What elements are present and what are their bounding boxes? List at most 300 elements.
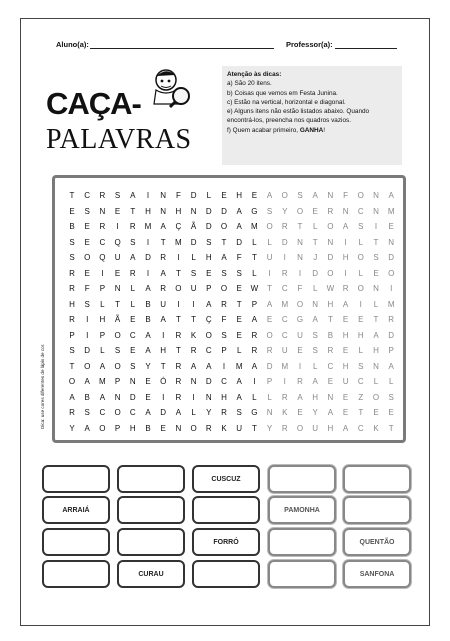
grid-letter[interactable]: T (267, 284, 273, 293)
grid-letter[interactable]: T (236, 299, 242, 309)
grid-letter[interactable]: T (373, 237, 379, 247)
grid-letter[interactable]: T (175, 268, 181, 278)
grid-letter[interactable]: Ã (190, 222, 197, 231)
grid-letter[interactable]: Y (312, 408, 318, 417)
grid-letter[interactable]: B (145, 423, 151, 433)
grid-letter[interactable]: Ó (160, 377, 167, 386)
grid-letter[interactable]: S (358, 361, 364, 371)
grid-letter[interactable]: M (387, 206, 395, 216)
grid-letter[interactable]: L (252, 268, 257, 278)
grid-letter[interactable]: E (327, 377, 334, 386)
grid-letter[interactable]: L (100, 346, 105, 355)
grid-letter[interactable]: N (266, 408, 273, 417)
grid-letter[interactable]: D (312, 268, 319, 278)
grid-letter[interactable]: R (251, 346, 258, 355)
grid-letter[interactable]: Y (266, 423, 273, 433)
grid-letter[interactable]: U (342, 377, 349, 386)
grid-letter[interactable]: R (221, 408, 227, 417)
grid-letter[interactable]: A (130, 191, 136, 200)
grid-letter[interactable]: O (114, 408, 121, 417)
grid-letter[interactable]: N (114, 284, 121, 293)
grid-letter[interactable]: L (100, 299, 105, 309)
grid-letter[interactable]: S (190, 268, 197, 278)
grid-letter[interactable]: C (357, 206, 364, 216)
grid-letter[interactable]: E (358, 315, 364, 324)
grid-letter[interactable]: R (190, 346, 197, 355)
grid-letter[interactable]: A (342, 423, 349, 433)
grid-letter[interactable]: R (69, 284, 75, 293)
grid-letter[interactable]: A (236, 222, 242, 231)
grid-letter[interactable]: I (86, 315, 89, 324)
grid-letter[interactable]: A (373, 330, 379, 340)
grid-letter[interactable]: F (343, 191, 349, 200)
grid-letter[interactable]: Y (145, 361, 151, 371)
grid-letter[interactable]: O (357, 191, 364, 200)
grid-letter[interactable]: H (175, 206, 182, 216)
grid-letter[interactable]: C (99, 237, 106, 247)
grid-letter[interactable]: D (281, 237, 288, 247)
grid-letter[interactable]: O (84, 253, 91, 262)
grid-letter[interactable]: R (266, 346, 273, 355)
grid-letter[interactable]: A (69, 392, 75, 402)
grid-letter[interactable]: G (296, 315, 304, 324)
grid-letter[interactable]: F (84, 284, 90, 293)
grid-letter[interactable]: M (99, 377, 106, 386)
answer-box[interactable] (42, 496, 110, 524)
grid-letter[interactable]: E (342, 392, 349, 402)
answer-box[interactable] (42, 528, 110, 556)
grid-letter[interactable]: H (342, 253, 349, 262)
grid-letter[interactable]: I (222, 361, 226, 371)
grid-letter[interactable]: R (160, 284, 167, 293)
grid-letter[interactable]: C (357, 377, 364, 386)
grid-letter[interactable]: T (358, 408, 364, 417)
grid-letter[interactable]: E (130, 315, 136, 324)
grid-letter[interactable]: A (388, 361, 394, 371)
grid-letter[interactable]: D (129, 392, 136, 402)
answer-box[interactable] (117, 560, 185, 588)
grid-letter[interactable]: E (160, 423, 166, 433)
grid-letter[interactable]: S (69, 346, 75, 355)
grid-letter[interactable]: S (114, 191, 121, 200)
grid-letter[interactable]: H (69, 299, 75, 309)
grid-letter[interactable]: E (145, 377, 151, 386)
grid-letter[interactable]: O (296, 299, 304, 309)
answer-box[interactable] (268, 528, 336, 556)
grid-letter[interactable]: I (344, 237, 347, 247)
grid-letter[interactable]: L (206, 191, 212, 200)
grid-letter[interactable]: T (175, 346, 181, 355)
grid-letter[interactable]: A (145, 284, 151, 293)
grid-letter[interactable]: H (236, 191, 243, 200)
grid-letter[interactable]: L (191, 408, 196, 417)
grid-letter[interactable]: F (221, 315, 227, 324)
grid-letter[interactable]: O (175, 284, 182, 293)
grid-letter[interactable]: I (146, 268, 150, 278)
grid-letter[interactable]: B (145, 299, 151, 309)
grid-letter[interactable]: S (312, 346, 318, 355)
grid-letter[interactable]: I (146, 237, 150, 247)
grid-letter[interactable]: N (312, 299, 319, 309)
grid-letter[interactable]: D (205, 377, 212, 386)
grid-letter[interactable]: Ç (205, 315, 212, 324)
grid-letter[interactable]: T (191, 315, 197, 324)
grid-letter[interactable]: W (326, 284, 335, 293)
grid-letter[interactable]: N (190, 377, 197, 386)
grid-letter[interactable]: A (84, 423, 90, 433)
grid-letter[interactable]: P (221, 346, 227, 355)
grid-letter[interactable]: S (221, 330, 227, 340)
grid-letter[interactable]: E (342, 346, 349, 355)
grid-letter[interactable]: E (145, 392, 151, 402)
grid-letter[interactable]: T (388, 423, 394, 433)
grid-letter[interactable]: A (145, 330, 151, 340)
grid-letter[interactable]: A (236, 206, 242, 216)
grid-letter[interactable]: O (266, 330, 273, 340)
grid-letter[interactable]: B (327, 330, 334, 340)
grid-letter[interactable]: T (130, 206, 136, 216)
grid-letter[interactable]: A (342, 299, 349, 309)
grid-letter[interactable]: E (373, 268, 379, 278)
grid-letter[interactable]: E (266, 315, 273, 324)
grid-letter[interactable]: T (373, 315, 379, 324)
grid-letter[interactable]: P (206, 284, 212, 293)
grid-letter[interactable]: I (162, 330, 165, 340)
grid-letter[interactable]: S (69, 253, 75, 262)
grid-letter[interactable]: O (114, 330, 121, 340)
grid-letter[interactable]: B (84, 392, 90, 402)
grid-letter[interactable]: R (129, 268, 136, 278)
grid-letter[interactable]: N (342, 206, 349, 216)
grid-letter[interactable]: I (268, 268, 271, 278)
grid-letter[interactable]: I (146, 191, 150, 200)
grid-letter[interactable]: A (251, 361, 258, 371)
grid-letter[interactable]: N (373, 284, 379, 293)
grid-letter[interactable]: T (69, 191, 75, 200)
grid-letter[interactable]: H (205, 253, 212, 262)
grid-letter[interactable]: D (205, 222, 212, 231)
grid-letter[interactable]: L (358, 237, 364, 247)
grid-letter[interactable]: E (206, 268, 212, 278)
grid-letter[interactable]: A (221, 253, 227, 262)
grid-letter[interactable]: R (251, 330, 258, 340)
grid-letter[interactable]: N (373, 206, 379, 216)
grid-letter[interactable]: L (358, 268, 364, 278)
grid-letter[interactable]: A (388, 191, 394, 200)
grid-letter[interactable]: I (298, 361, 302, 371)
grid-letter[interactable]: R (175, 330, 182, 340)
answer-box[interactable] (343, 496, 411, 524)
grid-letter[interactable]: K (282, 408, 288, 417)
grid-letter[interactable]: R (281, 268, 288, 278)
grid-letter[interactable]: C (129, 330, 136, 340)
grid-letter[interactable]: N (297, 237, 303, 247)
grid-letter[interactable]: H (342, 361, 349, 371)
grid-letter[interactable]: T (327, 315, 333, 324)
grid-letter[interactable]: A (297, 392, 303, 402)
grid-letter[interactable]: N (373, 191, 379, 200)
grid-letter[interactable]: S (297, 191, 303, 200)
grid-letter[interactable]: A (160, 315, 166, 324)
grid-letter[interactable]: B (145, 315, 151, 324)
grid-letter[interactable]: R (175, 361, 182, 371)
grid-letter[interactable]: T (251, 423, 257, 433)
grid-letter[interactable]: M (144, 222, 152, 231)
grid-letter[interactable]: P (99, 330, 106, 340)
grid-letter[interactable]: O (220, 222, 228, 231)
grid-letter[interactable]: R (175, 377, 182, 386)
grid-letter[interactable]: N (99, 206, 106, 216)
grid-letter[interactable]: K (373, 423, 379, 433)
grid-letter[interactable]: E (297, 346, 303, 355)
grid-letter[interactable]: L (236, 346, 242, 355)
grid-letter[interactable]: I (298, 268, 302, 278)
grid-letter[interactable]: H (129, 423, 136, 433)
grid-letter[interactable]: S (358, 222, 364, 231)
grid-letter[interactable]: P (69, 330, 75, 340)
grid-letter[interactable]: O (84, 361, 91, 371)
grid-letter[interactable]: E (297, 408, 303, 417)
grid-letter[interactable]: R (342, 284, 349, 293)
grid-letter[interactable]: A (206, 361, 212, 371)
grid-letter[interactable]: S (221, 268, 227, 278)
grid-letter[interactable]: S (373, 253, 379, 262)
grid-letter[interactable]: B (69, 222, 75, 231)
grid-letter[interactable]: E (84, 268, 90, 278)
grid-letter[interactable]: C (84, 191, 91, 200)
grid-letter[interactable]: I (283, 253, 286, 262)
answer-box[interactable] (343, 528, 411, 556)
grid-letter[interactable]: A (99, 392, 106, 402)
grid-letter[interactable]: E (236, 284, 242, 293)
grid-letter[interactable]: T (175, 315, 181, 324)
grid-letter[interactable]: P (251, 299, 258, 309)
grid-letter[interactable]: R (99, 222, 106, 231)
grid-letter[interactable]: N (160, 206, 167, 216)
grid-letter[interactable]: Z (358, 392, 364, 402)
grid-letter[interactable]: C (129, 408, 136, 417)
grid-letter[interactable]: M (281, 361, 289, 371)
grid-letter[interactable]: D (84, 346, 91, 355)
answer-box[interactable] (117, 496, 185, 524)
grid-letter[interactable]: E (84, 222, 90, 231)
teacher-name-field[interactable] (335, 48, 397, 49)
grid-letter[interactable]: S (84, 206, 90, 216)
grid-letter[interactable]: H (312, 392, 319, 402)
grid-letter[interactable]: A (190, 361, 197, 371)
student-name-field[interactable] (90, 48, 274, 49)
grid-letter[interactable]: Ã (114, 315, 121, 324)
grid-letter[interactable]: I (162, 392, 165, 402)
grid-letter[interactable]: A (312, 377, 318, 386)
grid-letter[interactable]: S (84, 408, 90, 417)
grid-letter[interactable]: R (221, 299, 227, 309)
grid-letter[interactable]: O (327, 222, 334, 231)
grid-letter[interactable]: I (374, 222, 378, 231)
grid-letter[interactable]: U (266, 253, 273, 262)
grid-letter[interactable]: H (160, 346, 167, 355)
grid-letter[interactable]: O (205, 330, 212, 340)
grid-letter[interactable]: I (192, 299, 195, 309)
grid-letter[interactable]: R (205, 423, 212, 433)
grid-letter[interactable]: L (267, 237, 272, 247)
grid-letter[interactable]: O (357, 253, 364, 262)
grid-letter[interactable]: S (206, 237, 212, 247)
grid-letter[interactable]: N (160, 191, 167, 200)
grid-letter[interactable]: C (205, 346, 212, 355)
grid-letter[interactable]: A (236, 392, 242, 402)
answer-box[interactable] (117, 465, 185, 493)
grid-letter[interactable]: I (390, 284, 393, 293)
grid-letter[interactable]: L (312, 222, 318, 231)
grid-letter[interactable]: A (160, 268, 166, 278)
grid-letter[interactable]: A (175, 408, 182, 417)
grid-letter[interactable]: U (190, 284, 197, 293)
grid-letter[interactable]: F (236, 253, 242, 262)
grid-letter[interactable]: N (297, 253, 303, 262)
grid-letter[interactable]: L (130, 299, 136, 309)
grid-letter[interactable]: P (266, 377, 273, 386)
grid-letter[interactable]: T (69, 361, 75, 371)
grid-letter[interactable]: R (69, 268, 75, 278)
grid-letter[interactable]: F (175, 191, 181, 200)
grid-letter[interactable]: I (86, 330, 89, 340)
grid-letter[interactable]: U (236, 423, 243, 433)
answer-box[interactable] (192, 496, 260, 524)
grid-letter[interactable]: G (251, 206, 258, 216)
grid-letter[interactable]: H (342, 330, 349, 340)
grid-letter[interactable]: H (221, 392, 227, 402)
grid-letter[interactable]: D (190, 191, 197, 200)
grid-letter[interactable]: D (327, 253, 334, 262)
grid-letter[interactable]: S (312, 330, 318, 340)
grid-letter[interactable]: E (114, 268, 121, 278)
grid-letter[interactable]: Q (99, 253, 106, 262)
grid-letter[interactable]: C (281, 330, 288, 340)
grid-letter[interactable]: R (281, 222, 288, 231)
grid-letter[interactable]: A (266, 299, 273, 309)
grid-letter[interactable]: T (221, 237, 227, 247)
grid-letter[interactable]: K (221, 423, 227, 433)
grid-letter[interactable]: L (358, 346, 364, 355)
grid-letter[interactable]: R (69, 408, 75, 417)
grid-letter[interactable]: T (251, 253, 257, 262)
grid-letter[interactable]: A (130, 253, 136, 262)
grid-letter[interactable]: E (342, 408, 349, 417)
grid-letter[interactable]: W (250, 284, 259, 293)
grid-letter[interactable]: I (116, 222, 119, 231)
grid-letter[interactable]: T (160, 237, 166, 247)
grid-letter[interactable]: T (312, 237, 318, 247)
grid-letter[interactable]: E (221, 191, 227, 200)
grid-letter[interactable]: Ç (175, 222, 182, 231)
grid-letter[interactable]: G (251, 408, 258, 417)
grid-letter[interactable]: N (327, 237, 334, 247)
grid-letter[interactable]: E (312, 206, 318, 216)
answer-box[interactable] (268, 496, 336, 524)
grid-letter[interactable]: A (342, 222, 349, 231)
grid-letter[interactable]: L (312, 361, 318, 371)
grid-letter[interactable]: A (145, 408, 151, 417)
grid-letter[interactable]: R (297, 377, 303, 386)
grid-letter[interactable]: T (297, 222, 303, 231)
grid-letter[interactable]: R (129, 222, 136, 231)
grid-letter[interactable]: O (388, 268, 395, 278)
grid-letter[interactable]: N (205, 392, 212, 402)
grid-letter[interactable]: H (327, 423, 334, 433)
answer-box[interactable] (192, 560, 260, 588)
grid-letter[interactable]: R (69, 315, 75, 324)
grid-letter[interactable]: H (357, 330, 364, 340)
grid-letter[interactable]: E (373, 408, 379, 417)
answer-box[interactable] (117, 528, 185, 556)
grid-letter[interactable]: R (281, 423, 288, 433)
answer-box[interactable] (343, 465, 411, 493)
grid-letter[interactable]: D (388, 330, 395, 340)
answer-box[interactable] (268, 465, 336, 493)
grid-letter[interactable]: R (327, 206, 334, 216)
grid-letter[interactable]: A (160, 222, 166, 231)
grid-letter[interactable]: N (114, 392, 121, 402)
grid-letter[interactable]: N (175, 423, 182, 433)
grid-letter[interactable]: M (175, 237, 182, 247)
grid-letter[interactable]: T (160, 361, 166, 371)
grid-letter[interactable]: J (313, 253, 318, 262)
grid-letter[interactable]: M (387, 299, 395, 309)
grid-letter[interactable]: A (327, 408, 334, 417)
answer-box[interactable] (42, 560, 110, 588)
grid-letter[interactable]: S (84, 299, 90, 309)
grid-letter[interactable]: O (296, 423, 304, 433)
grid-letter[interactable]: S (114, 346, 121, 355)
grid-letter[interactable]: C (221, 377, 227, 386)
grid-letter[interactable]: H (327, 299, 334, 309)
grid-letter[interactable]: P (114, 423, 121, 433)
grid-letter[interactable]: O (296, 206, 304, 216)
grid-letter[interactable]: D (205, 206, 212, 216)
grid-letter[interactable]: L (252, 392, 257, 402)
grid-letter[interactable]: A (84, 377, 90, 386)
grid-letter[interactable]: A (266, 191, 273, 200)
grid-letter[interactable]: Y (282, 206, 288, 216)
grid-letter[interactable]: N (190, 206, 197, 216)
grid-letter[interactable]: E (342, 315, 349, 324)
grid-letter[interactable]: M (281, 299, 289, 309)
grid-letter[interactable]: R (99, 191, 106, 200)
grid-letter[interactable]: I (192, 392, 195, 402)
grid-letter[interactable]: D (266, 361, 273, 371)
grid-letter[interactable]: S (130, 237, 136, 247)
grid-letter[interactable]: P (388, 346, 394, 355)
grid-letter[interactable]: U (281, 346, 288, 355)
grid-letter[interactable]: O (114, 361, 121, 371)
grid-letter[interactable]: C (99, 408, 106, 417)
grid-letter[interactable]: O (266, 222, 273, 231)
grid-letter[interactable]: N (373, 361, 379, 371)
grid-letter[interactable]: L (191, 253, 196, 262)
grid-letter[interactable]: P (114, 377, 121, 386)
grid-letter[interactable]: D (160, 408, 167, 417)
grid-letter[interactable]: L (267, 392, 272, 402)
grid-letter[interactable]: R (160, 253, 167, 262)
grid-letter[interactable]: I (344, 268, 347, 278)
grid-letter[interactable]: L (130, 284, 136, 293)
grid-letter[interactable]: U (160, 299, 167, 309)
grid-letter[interactable]: U (312, 423, 319, 433)
grid-letter[interactable]: Y (69, 423, 75, 433)
grid-letter[interactable]: O (220, 284, 228, 293)
grid-letter[interactable]: A (206, 299, 212, 309)
